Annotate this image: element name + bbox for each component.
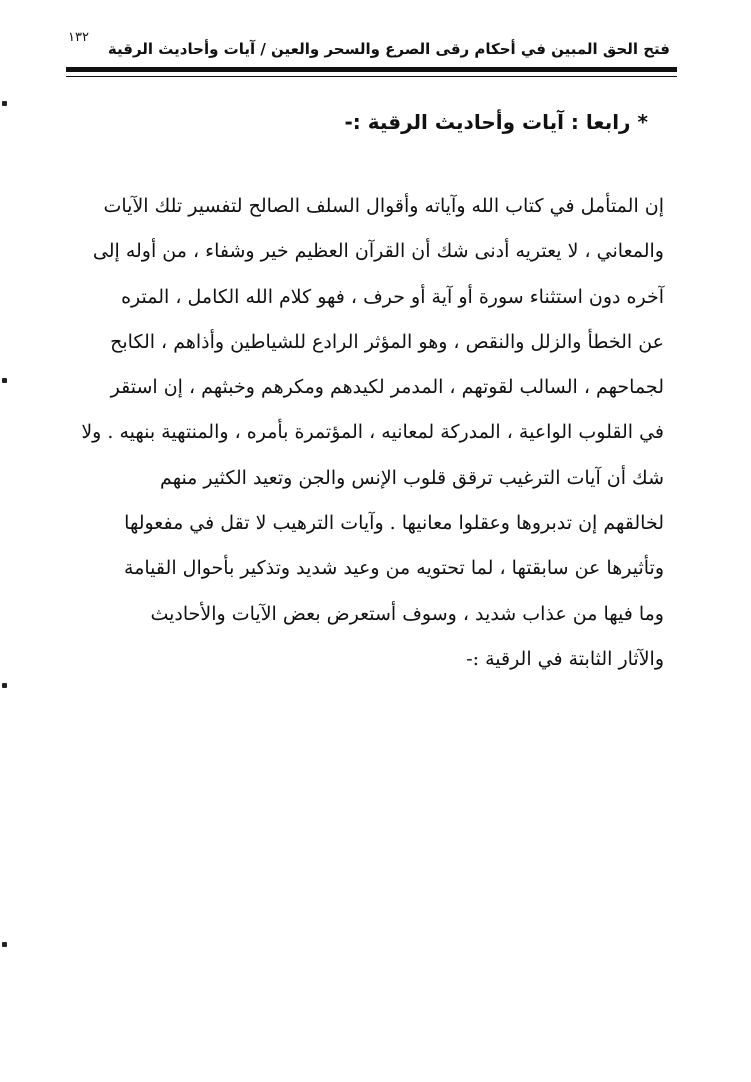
body-line: وما فيها من عذاب شديد ، وسوف أستعرض بعض الآيات والأحاديث (150, 602, 664, 625)
scan-margin-mark (2, 942, 7, 947)
body-line: آخره دون استثناء سورة أو آية أو حرف ، فهو كلام الله الكامل ، المتره (121, 285, 664, 308)
body-line: لخالقهم إن تدبروها وعقلوا معانيها . وآيات الترهيب لا تقل في مفعولها (124, 512, 664, 535)
body-line: في القلوب الواعية ، المدركة لمعانيه ، المؤتمرة بأمره ، والمنتهية بنهيه . ولا (81, 421, 664, 444)
body-line: عن الخطأ والزلل والنقص ، وهو المؤثر الرادع للشياطين وأذاهم ، الكابح (110, 330, 664, 353)
body-line: شك أن آيات الترغيب ترقق قلوب الإنس والجن وتعيد الكثير منهم (160, 466, 664, 489)
body-paragraph (64, 184, 664, 682)
body-line: والمعاني ، لا يعتريه أدنى شك أن القرآن العظيم خير وشفاء ، من أوله إلى (92, 240, 664, 263)
body-line: لجماحهم ، السالب لقوتهم ، المدمر لكيدهم ومكرهم وخبثهم ، إن استقر (110, 376, 664, 399)
header-rule-thin (66, 76, 677, 77)
running-header-title: فتح الحق المبين في أحكام رقى الصرع والسحر والعين / آيات وأحاديث الرقية (107, 40, 670, 58)
scan-margin-mark (2, 683, 7, 688)
header-rule-thick (66, 67, 677, 72)
body-line: وتأثيرها عن سابقتها ، لما تحتويه من وعيد شديد وتذكير بأحوال القيامة (124, 557, 664, 580)
body-line: والآثار الثابتة في الرقية :- (466, 647, 664, 670)
page-number: ١٣٢ (68, 30, 89, 45)
scan-margin-mark (2, 101, 7, 106)
section-heading: * رابعا : آيات وأحاديث الرقية :- (344, 110, 648, 134)
body-line: إن المتأمل في كتاب الله وآياته وأقوال السلف الصالح لتفسير تلك الآيات (103, 195, 664, 217)
scan-margin-mark (2, 378, 7, 383)
